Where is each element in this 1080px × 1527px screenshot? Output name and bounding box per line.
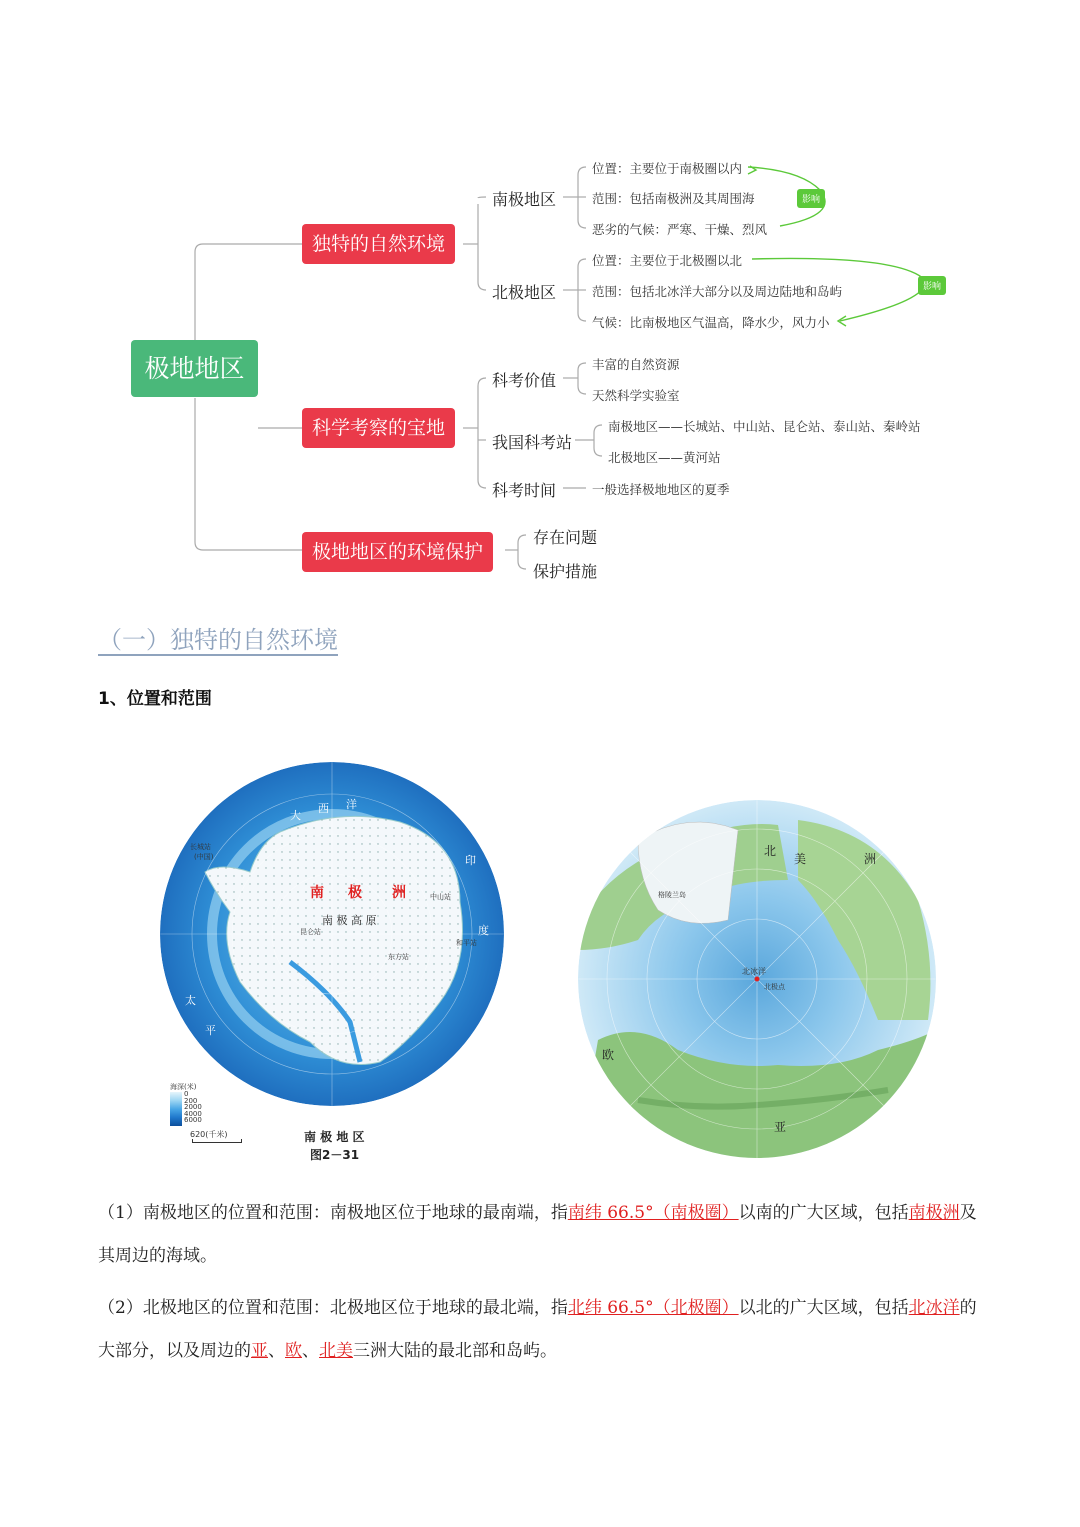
map-label: 北极点 (764, 983, 785, 991)
leaf-text: 一般选择极地地区的夏季 (592, 482, 730, 497)
map-label: 北 (764, 844, 777, 858)
leaf-text: 恶劣的气候：严寒、干燥、烈风 (592, 222, 768, 237)
map-label: 大 (290, 809, 301, 822)
leaf-text: 位置：主要位于南极圈以内 (592, 161, 743, 176)
branch-research-treasure: 科学考察的宝地 (302, 408, 455, 448)
arctic-map (578, 800, 936, 1158)
influence-badge: 影响 (918, 276, 946, 295)
branch-natural-environment: 独特的自然环境 (302, 224, 455, 264)
map-label: 昆仑站 (300, 928, 321, 936)
map-label: 中山站 (430, 893, 451, 901)
map-label: 洋 (346, 798, 357, 811)
map-label: 和平站 (456, 939, 477, 947)
node-arctic: 北极地区 (492, 283, 557, 302)
map-label: 北冰洋 (742, 967, 766, 976)
map-label: 亚 (774, 1120, 787, 1134)
node-antarctic: 南极地区 (492, 190, 557, 209)
paragraph-antarctic: （1）南极地区的位置和范围：南极地区位于地球的最南端，指南纬 66.5°（南极圈）以南的广大区域，包括南极洲及其周边的海域。 (98, 1203, 977, 1266)
mindmap-root: 极地地区 (131, 340, 258, 397)
leaf-text: 南极地区——长城站、中山站、昆仑站、泰山站、秦岭站 (608, 419, 921, 434)
map-label: 欧 (602, 1048, 615, 1062)
scale-label: 620(千米) (190, 1130, 228, 1139)
map-label: (中国) (194, 853, 214, 861)
map-label: 洲 (392, 885, 406, 901)
depth-legend-title: 海深(米) (170, 1083, 197, 1091)
leaf-text: 气候：比南极地区气温高，降水少，风力小 (592, 315, 830, 330)
section-title: （一）独特的自然环境 (98, 626, 338, 654)
influence-badge: 影响 (797, 189, 825, 208)
map-label: 洲 (864, 852, 877, 866)
node-chinese-stations: 我国科考站 (492, 433, 573, 452)
leaf-text: 北极地区——黄河站 (608, 450, 721, 465)
leaf-text: 丰富的自然资源 (592, 357, 680, 372)
map-label: 平 (205, 1024, 216, 1037)
map-label: 格陵兰岛 (658, 891, 686, 899)
map-label: 太 (185, 994, 196, 1007)
map-label: 极 (348, 885, 362, 901)
node-problems: 存在问题 (533, 528, 598, 547)
antarctica-map (160, 762, 504, 1106)
leaf-text: 天然科学实验室 (592, 388, 680, 403)
leaf-text: 位置：主要位于北极圈以北 (592, 253, 743, 268)
map-label: 印 (465, 854, 476, 867)
map-label: 东方站 (388, 953, 409, 961)
subsection-title: 1、位置和范围 (98, 689, 212, 709)
map-caption-figure: 图2－31 (310, 1148, 360, 1162)
depth-legend-values: 0 200 2000 4000 6000 (184, 1090, 202, 1124)
map-label: 南 极 高 原 (322, 914, 377, 927)
depth-legend-bar (170, 1092, 182, 1126)
map-label: 南 (310, 885, 324, 901)
scale-bar (192, 1139, 242, 1143)
node-research-value: 科考价值 (492, 371, 557, 390)
node-research-time: 科考时间 (492, 481, 557, 500)
map-label: 西 (318, 802, 329, 815)
leaf-text: 范围：包括北冰洋大部分以及周边陆地和岛屿 (592, 284, 843, 299)
map-label: 度 (478, 924, 489, 937)
map-label: 长城站 (190, 843, 211, 851)
paragraph-arctic: （2）北极地区的位置和范围：北极地区位于地球的最北端，指北纬 66.5°（北极圈）以北的广大区域，包括北冰洋的大部分，以及周边的亚、欧、北美三洲大陆的最北部和岛屿。 (98, 1298, 977, 1361)
map-caption-title: 南 极 地 区 (304, 1130, 365, 1144)
branch-environment-protection: 极地地区的环境保护 (302, 532, 493, 572)
node-measures: 保护措施 (533, 562, 598, 581)
leaf-text: 范围：包括南极洲及其周围海 (592, 191, 755, 206)
map-label: 美 (794, 852, 807, 866)
